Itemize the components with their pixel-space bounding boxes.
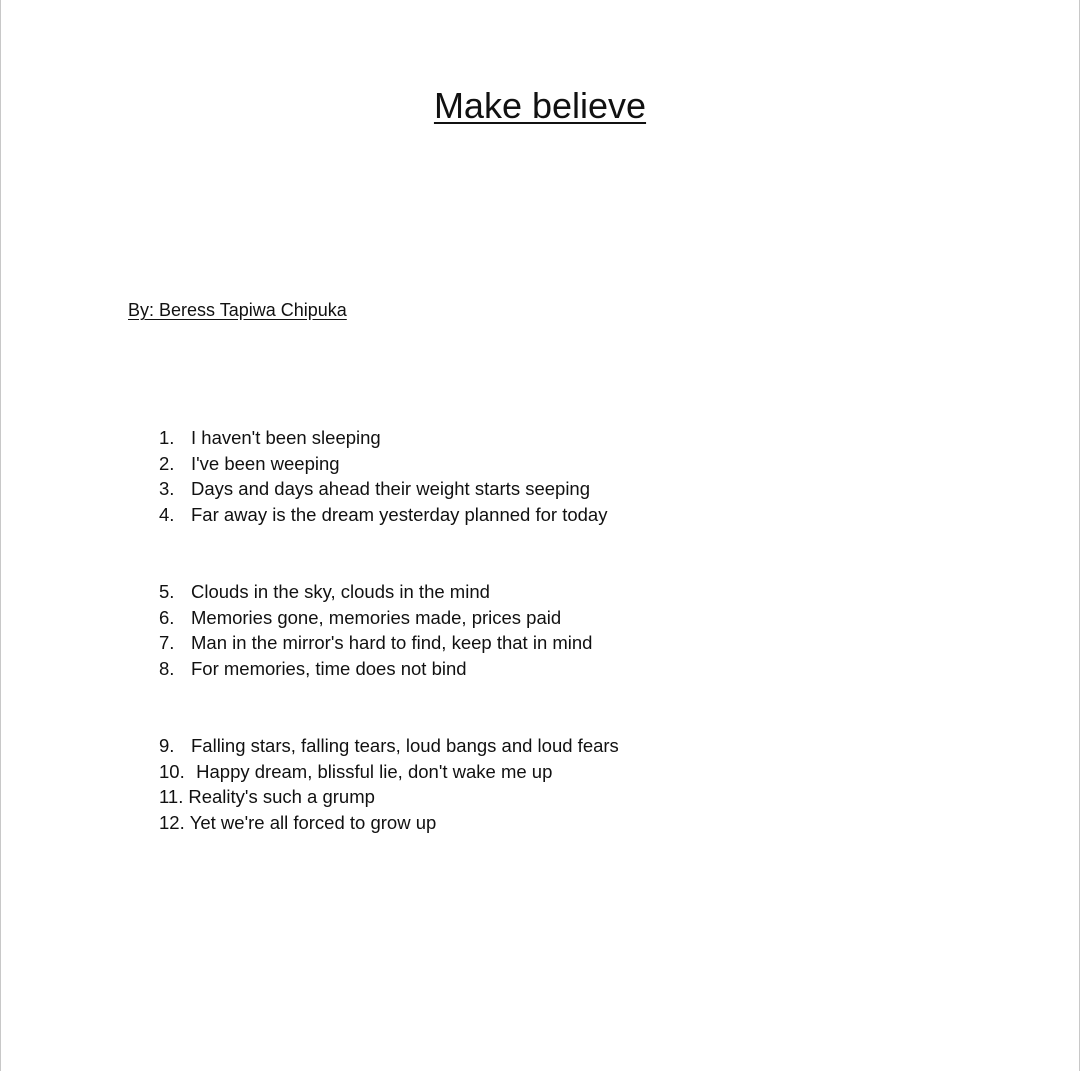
stanza-3 xyxy=(159,733,619,836)
line-number: 8. xyxy=(159,658,175,680)
line-number: 1. xyxy=(159,427,175,448)
line-text: Man in the mirror's hard to find, keep that in mind xyxy=(191,632,593,654)
poem-line xyxy=(159,810,619,836)
poem-line xyxy=(159,425,607,451)
poem-line xyxy=(159,451,607,477)
line-text: Falling stars, falling tears, loud bangs and loud fears xyxy=(191,735,619,756)
poem-author: By: Beress Tapiwa Chipuka xyxy=(128,300,347,320)
poem-line xyxy=(159,579,592,605)
poem-line xyxy=(159,759,619,785)
line-number: 5. xyxy=(159,581,175,602)
poem-line xyxy=(159,476,607,502)
line-number: 12. xyxy=(159,812,185,834)
poem-line xyxy=(159,733,619,759)
line-text: I've been weeping xyxy=(191,452,340,474)
line-number: 3. xyxy=(159,478,175,500)
stanza-2 xyxy=(159,579,592,682)
poem-title-text: Make believe xyxy=(433,85,647,126)
line-number: 2. xyxy=(159,452,175,474)
poem-line xyxy=(159,605,592,631)
line-text: For memories, time does not bind xyxy=(191,658,467,680)
poem-line xyxy=(159,630,592,656)
stanza-1 xyxy=(159,425,607,528)
poem-line xyxy=(159,656,592,682)
line-number: 9. xyxy=(159,735,175,756)
line-text: Far away is the dream yesterday planned for today xyxy=(191,504,608,526)
line-text: Memories gone, memories made, prices paid xyxy=(191,606,562,628)
line-text: Clouds in the sky, clouds in the mind xyxy=(191,581,490,602)
line-text: Yet we're all forced to grow up xyxy=(189,812,437,834)
line-number: 11. xyxy=(159,786,184,808)
poem-line xyxy=(159,784,619,810)
line-number: 7. xyxy=(159,632,175,654)
line-number: 10. xyxy=(159,760,185,782)
line-number: 6. xyxy=(159,606,175,628)
line-text: Days and days ahead their weight starts seeping xyxy=(191,478,591,500)
line-number: 4. xyxy=(159,504,175,526)
line-text: Happy dream, blissful lie, don't wake me up xyxy=(191,760,553,782)
poem-line xyxy=(159,502,607,528)
line-text: I haven't been sleeping xyxy=(191,427,381,448)
poem-title xyxy=(1,84,1079,128)
line-text: Reality's such a grump xyxy=(188,786,375,808)
